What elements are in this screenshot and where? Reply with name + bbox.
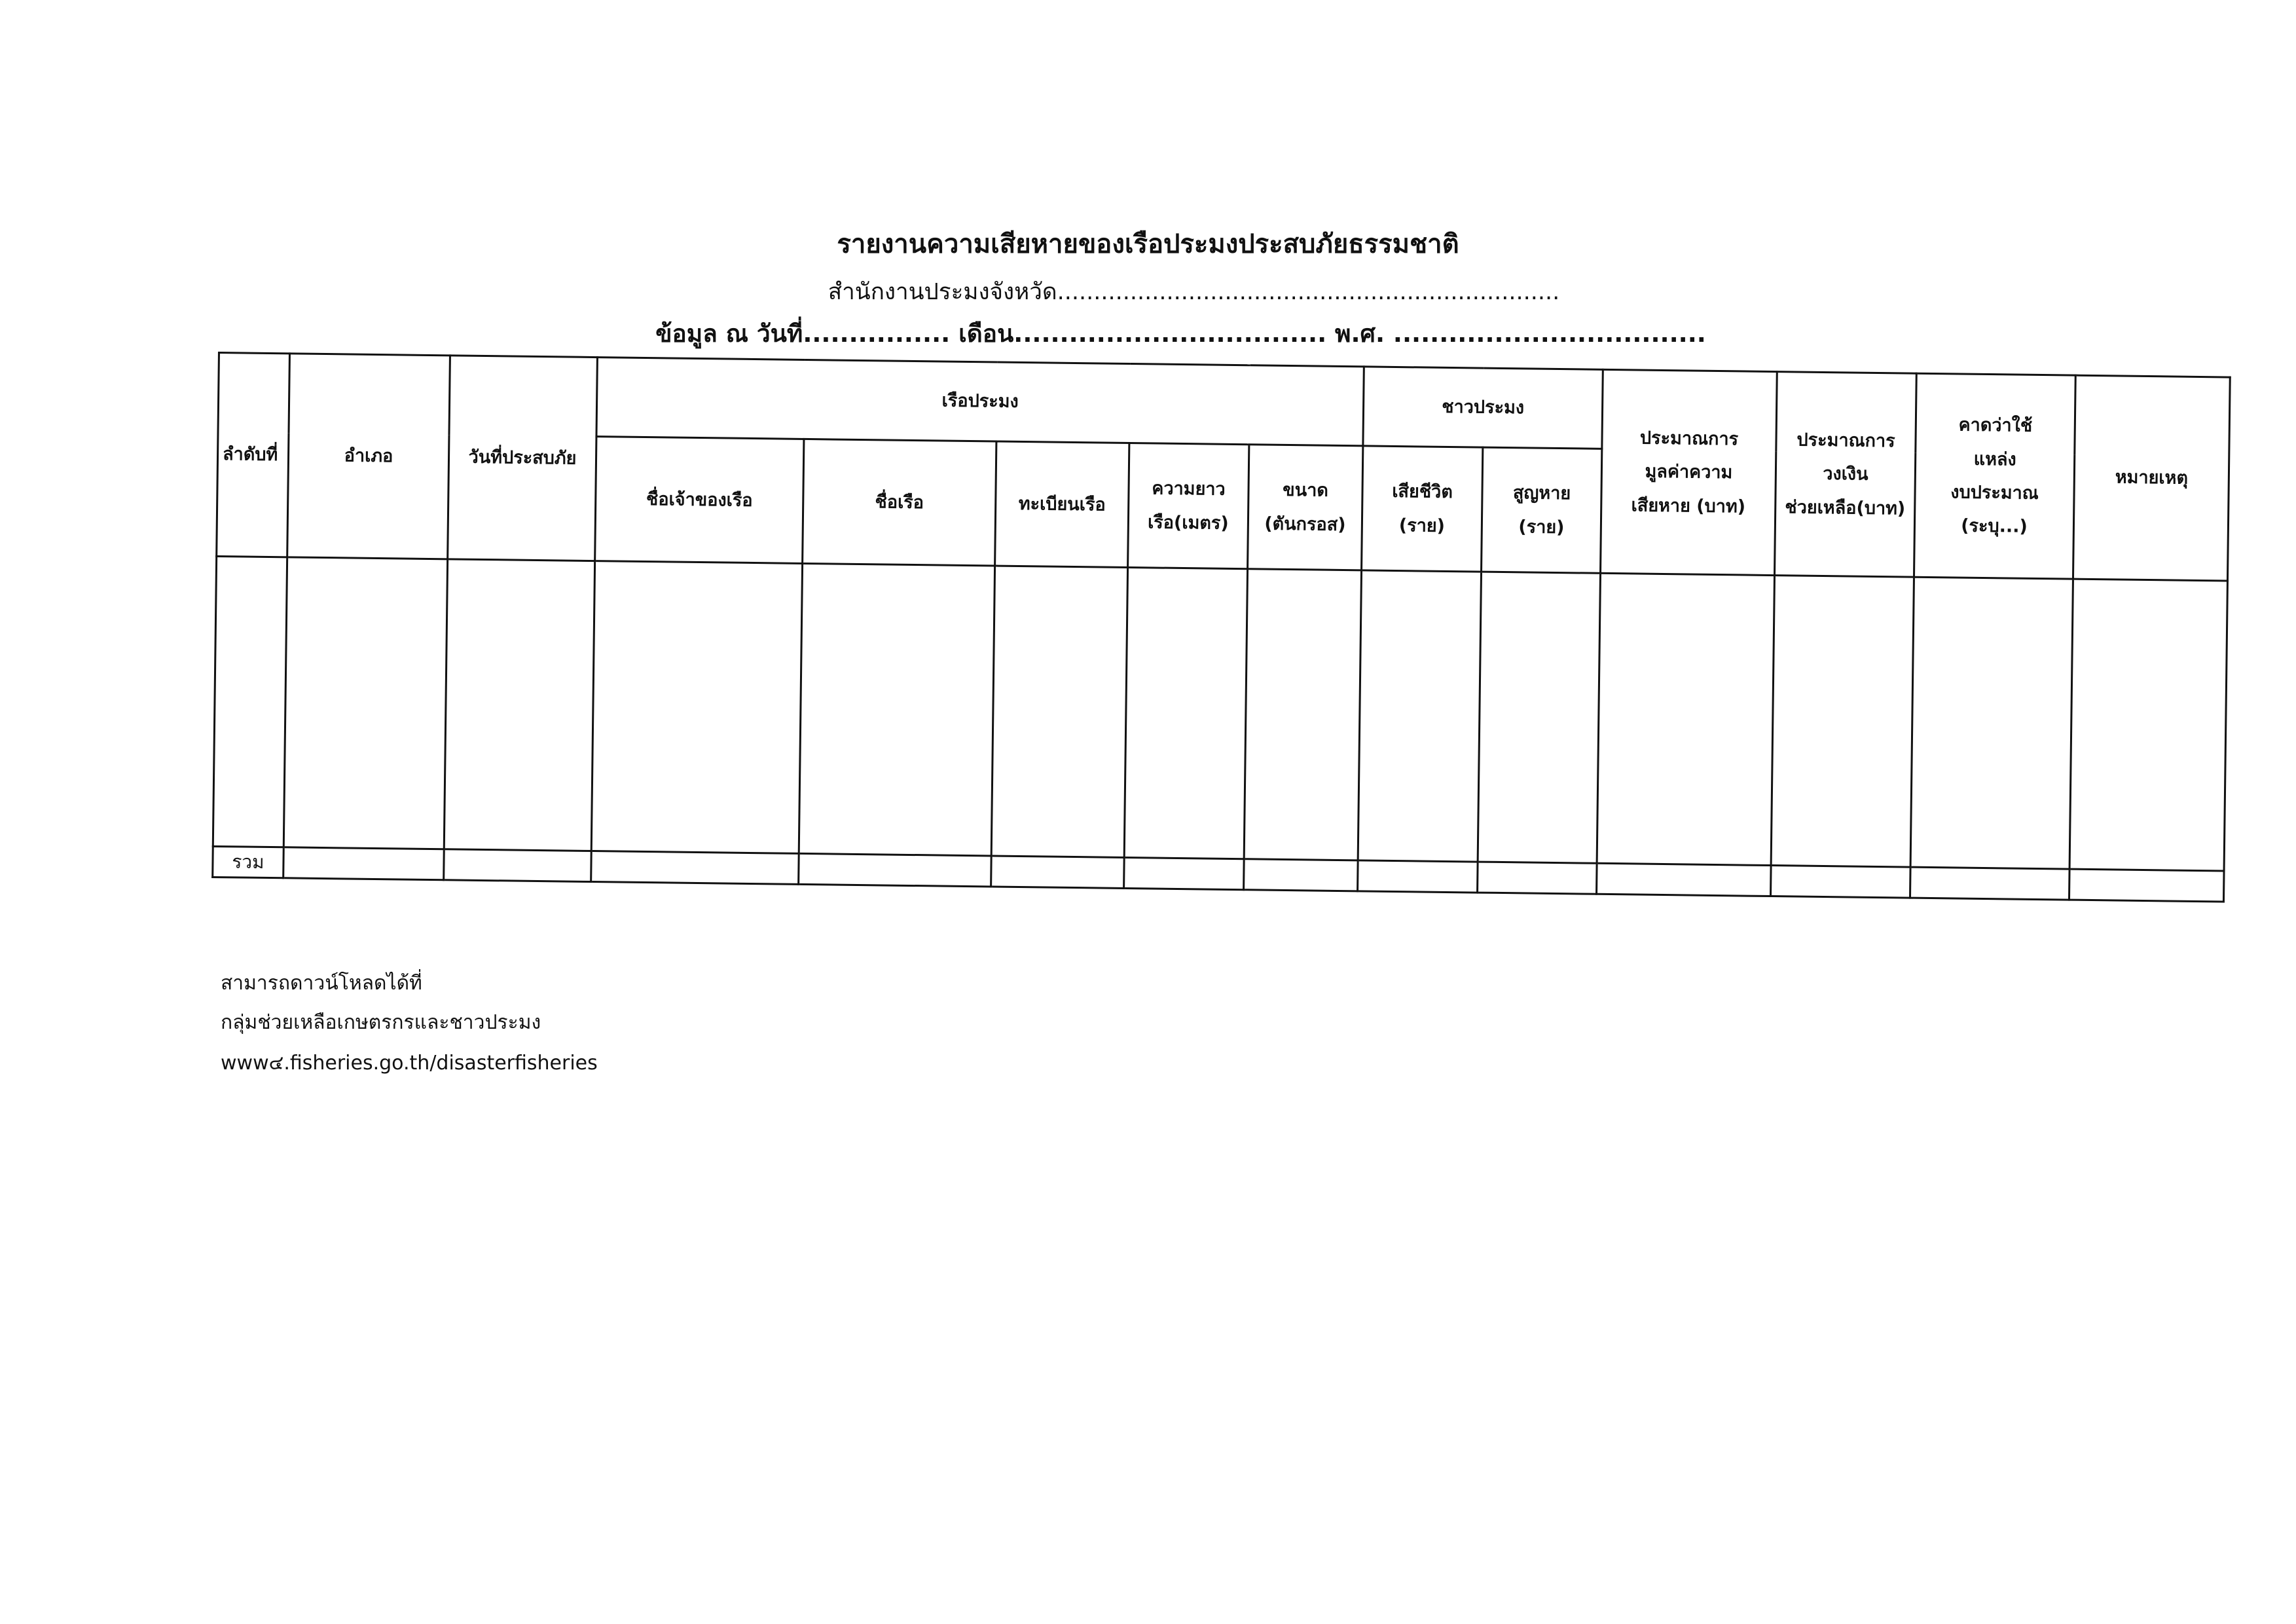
group-fisher-header: ชาวประมง	[1363, 367, 1603, 449]
cell-dead[interactable]	[1358, 570, 1481, 862]
col-dead-line2: (ราย)	[1398, 515, 1446, 536]
col-size-header	[1248, 445, 1363, 570]
col-registration-header: ทะเบียนเรือ	[995, 441, 1129, 567]
download-url[interactable]: www๔.fisheries.go.th/disasterfisheries	[221, 1052, 598, 1075]
cell-no[interactable]	[213, 556, 287, 847]
total-dead[interactable]	[1358, 860, 1478, 893]
col-district-header: อำเภอ	[287, 354, 450, 559]
total-registration[interactable]	[991, 856, 1125, 888]
total-size[interactable]	[1244, 859, 1358, 891]
col-remarks-header: หมายเหตุ	[2073, 375, 2231, 581]
total-budget[interactable]	[1910, 867, 2070, 900]
cell-damage[interactable]	[1597, 573, 1774, 865]
total-district[interactable]	[283, 847, 445, 880]
total-boat-name[interactable]	[799, 853, 992, 887]
col-length-line2: เรือ(เมตร)	[1147, 511, 1229, 534]
col-budget-line4: (ระบุ...)	[1961, 515, 2028, 538]
data-date-line: ข้อมูล ณ วันที่................ เดือน.................................. พ.ศ. ..................................	[655, 320, 1706, 348]
col-damage-line2: มูลค่าความ	[1645, 461, 1733, 483]
header-row-main	[218, 353, 2230, 457]
report-table	[211, 352, 2231, 903]
col-damage-line1: ประมาณการ	[1639, 428, 1739, 450]
cell-size[interactable]	[1244, 569, 1361, 860]
col-size-line2: (ตันกรอส)	[1264, 513, 1346, 535]
col-no-header: ลำดับที่	[217, 353, 290, 557]
col-size-line1: ขนาด	[1283, 480, 1329, 501]
col-damage-line3: เสียหาย (บาท)	[1631, 495, 1746, 517]
cell-budget[interactable]	[1910, 577, 2073, 869]
cell-owner[interactable]	[591, 561, 802, 854]
col-length-header	[1128, 443, 1249, 569]
province-office-line: สำนักงานประมงจังหวัด.....................................................................	[828, 279, 1560, 305]
col-missing-line2: (ราย)	[1518, 516, 1565, 538]
col-budget-header	[1914, 373, 2076, 579]
col-budget-line3: งบประมาณ	[1950, 482, 2039, 504]
cell-registration[interactable]	[991, 566, 1127, 857]
download-note: สามารถดาวน์โหลดได้ที่	[221, 972, 422, 995]
report-table-wrapper	[211, 352, 2231, 902]
group-boat-header: เรือประมง	[596, 358, 1364, 446]
cell-district[interactable]	[283, 557, 447, 849]
col-dead-header	[1362, 446, 1483, 572]
col-aid-line3: ช่วยเหลือ(บาท)	[1785, 496, 1906, 519]
table-row	[213, 556, 2227, 870]
col-dead-line1: เสียชีวิต	[1392, 481, 1453, 503]
col-budget-line2: แหล่ง	[1973, 449, 2016, 470]
cell-boat-name[interactable]	[799, 563, 994, 856]
department-name: กลุ่มช่วยเหลือเกษตรกรและชาวประมง	[221, 1011, 541, 1034]
cell-remarks[interactable]	[2069, 579, 2227, 871]
total-missing[interactable]	[1478, 862, 1597, 894]
cell-aid[interactable]	[1771, 576, 1914, 868]
col-owner-header: ชื่อเจ้าของเรือ	[595, 437, 804, 564]
col-aid-line2: วงเงิน	[1823, 464, 1868, 485]
total-label: รวม	[213, 846, 284, 877]
col-missing-line1: สูญหาย	[1512, 483, 1571, 504]
col-boat-name-header: ชื่อเรือ	[803, 439, 996, 566]
col-length-line1: ความยาว	[1152, 478, 1226, 500]
total-owner[interactable]	[591, 851, 799, 885]
col-date-header: วันที่ประสบภัย	[448, 356, 598, 561]
total-damage[interactable]	[1597, 863, 1772, 896]
col-missing-header	[1482, 447, 1602, 573]
cell-date[interactable]	[444, 559, 594, 851]
cell-missing[interactable]	[1478, 572, 1600, 863]
total-date[interactable]	[444, 849, 592, 882]
col-aid-header	[1775, 372, 1917, 578]
total-length[interactable]	[1124, 857, 1245, 889]
report-title: รายงานความเสียหายของเรือประมงประสบภัยธรรมชาติ	[837, 229, 1459, 259]
total-remarks[interactable]	[2069, 869, 2225, 902]
col-damage-header	[1601, 369, 1777, 575]
col-aid-line1: ประมาณการ	[1796, 430, 1895, 452]
col-budget-line1: คาดว่าใช้	[1958, 415, 2033, 437]
cell-length[interactable]	[1124, 568, 1247, 859]
total-aid[interactable]	[1771, 866, 1911, 898]
